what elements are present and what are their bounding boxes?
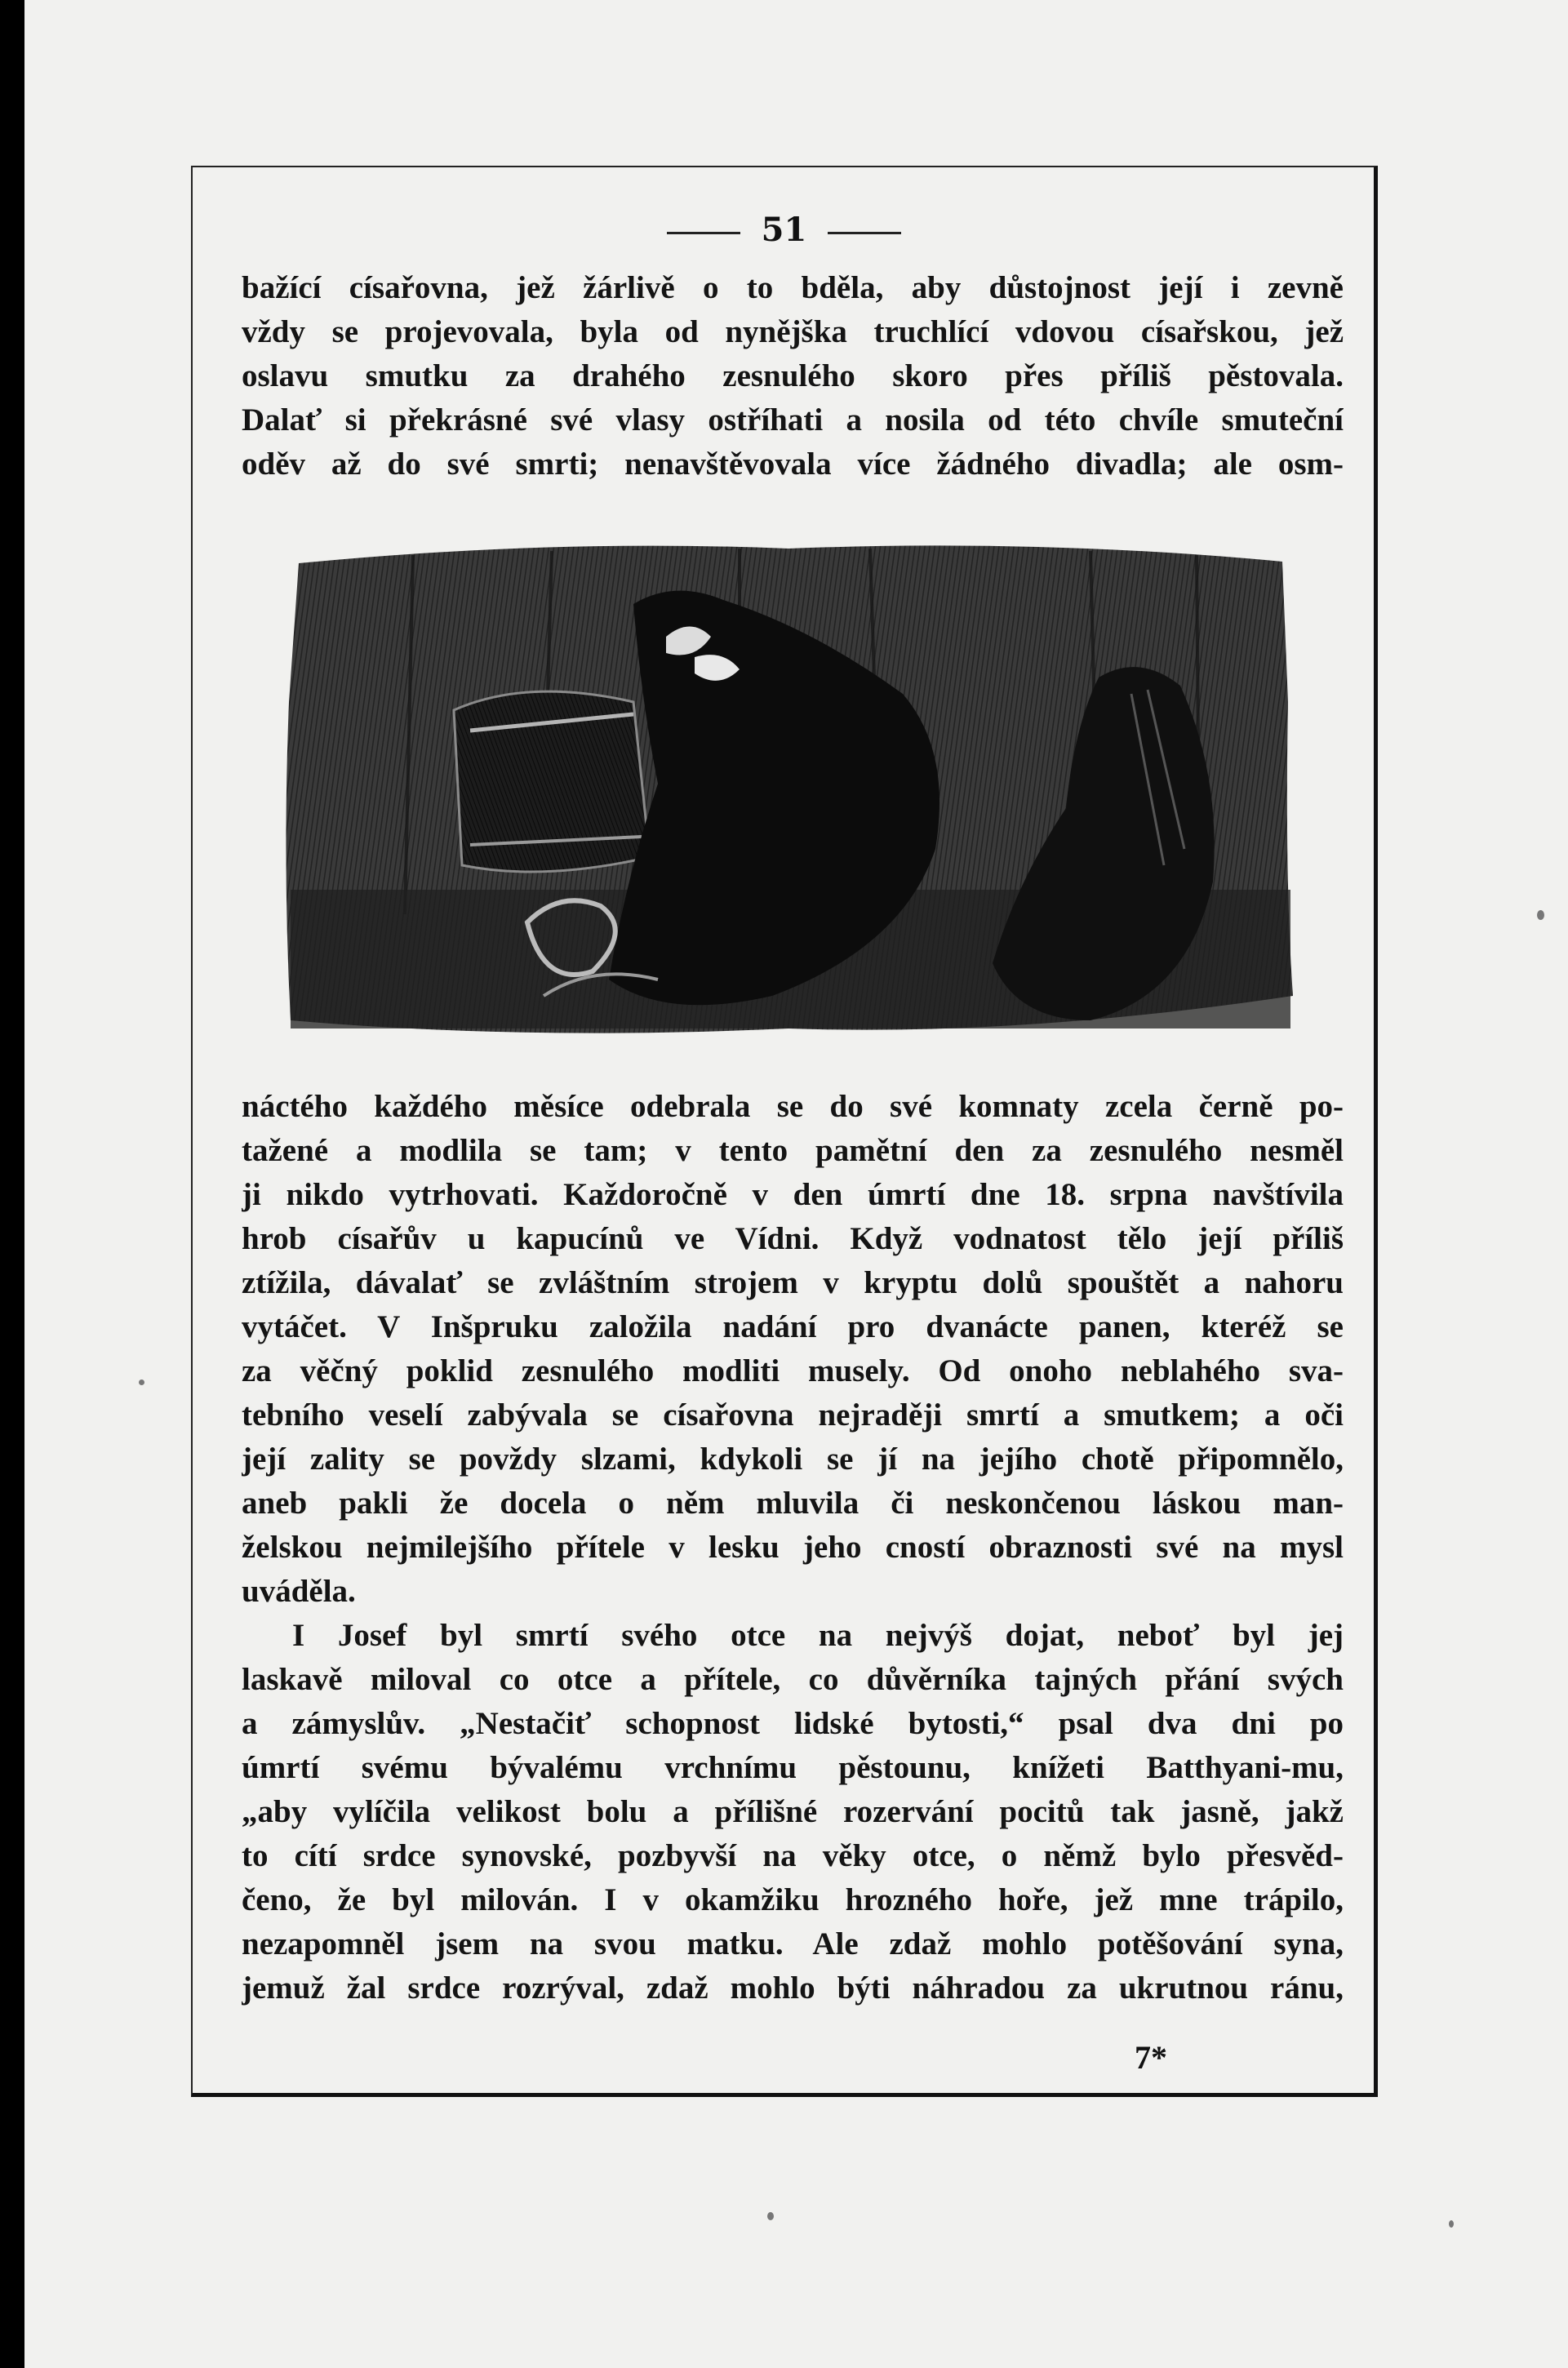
text-line: hrob císařův u kapucínů ve Vídni. Když vodnatost tělo její příliš xyxy=(242,1221,1344,1256)
text-line: a zámyslův. „Nestačiť schopnost lidské bytosti,“ psal dva dni po xyxy=(242,1706,1344,1741)
text-line: to cítí srdce synovské, pozbyvší na věky otce, o němž bylo přesvěd- xyxy=(242,1838,1344,1873)
text-line: za věčný poklid zesnulého modliti musely. Od onoho neblahého sva- xyxy=(242,1353,1344,1388)
scan-speck xyxy=(767,2212,774,2220)
engraving-illustration xyxy=(282,539,1295,1045)
text-line: ztížila, dávalať se zvláštním strojem v kryptu dolů spouštět a nahoru xyxy=(242,1265,1344,1300)
text-line: oděv až do své smrti; nenavštěvovala více žádného divadla; ale osm- xyxy=(242,446,1344,482)
scan-speck xyxy=(139,1379,144,1385)
text-line: želskou nejmilejšího přítele v lesku jeho cností obraznosti své na mysl xyxy=(242,1530,1344,1565)
text-line: ji nikdo vytrhovati. Každoročně v den úmrtí dne 18. srpna navštívila xyxy=(242,1177,1344,1212)
text-block-bottom xyxy=(242,1085,1344,2010)
text-line: uváděla. xyxy=(242,1574,356,1609)
text-line: čeno, že byl milován. I v okamžiku hrozného hoře, jež mne trápilo, xyxy=(242,1882,1344,1917)
text-line: náctého každého měsíce odebrala se do své komnaty zcela černě po- xyxy=(242,1089,1344,1124)
text-line: úmrtí svému bývalému vrchnímu pěstounu, knížeti Batthyani-mu, xyxy=(242,1750,1344,1785)
text-line: I Josef byl smrtí svého otce na nejvýš dojat, neboť byl jej xyxy=(292,1618,1344,1653)
scan-speck xyxy=(1449,2220,1454,2228)
text-line: jemuž žal srdce rozrýval, zdaž mohlo býti náhradou za ukrutnou ránu, xyxy=(242,1970,1344,2006)
header-dash-left xyxy=(667,232,740,234)
page-header xyxy=(0,206,1568,255)
text-line: laskavě miloval co otce a přítele, co důvěrníka tajných přání svých xyxy=(242,1662,1344,1697)
text-line: tažené a modlila se tam; v tento pamětní den za zesnulého nesměl xyxy=(242,1133,1344,1168)
text-line: oslavu smutku za drahého zesnulého skoro přes příliš pěstovala. xyxy=(242,358,1344,393)
text-line: vždy se projevovala, byla od nynějška truchlící vdovou císařskou, jež xyxy=(242,314,1344,349)
text-line: její zality se povždy slzami, kdykoli se jí na jejího chotě připomnělo, xyxy=(242,1442,1344,1477)
text-block-top xyxy=(242,266,1344,486)
text-line: nezapomněl jsem na svou matku. Ale zdaž mohlo potěšování syna, xyxy=(242,1926,1344,1961)
text-line: bažící císařovna, jež žárlivě o to bděla, aby důstojnost její i zevně xyxy=(242,270,1344,305)
signature-mark: 7* xyxy=(1135,2039,1167,2076)
text-line: aneb pakli že docela o něm mluvila či neskončenou láskou man- xyxy=(242,1486,1344,1521)
header-dash-right xyxy=(828,232,901,234)
text-line: „aby vylíčila velikost bolu a přílišné rozervání pocitů tak jasně, jakž xyxy=(242,1794,1344,1829)
text-line: vytáčet. V Inšpruku založila nadání pro dvanácte panen, kteréž se xyxy=(242,1309,1344,1344)
scan-speck xyxy=(1537,910,1544,920)
text-line: tebního veselí zabývala se císařovna nejraději smrtí a smutkem; a oči xyxy=(242,1397,1344,1433)
page-number: 51 xyxy=(761,211,807,249)
text-line: Dalať si překrásné své vlasy ostříhati a nosila od této chvíle smuteční xyxy=(242,402,1344,438)
